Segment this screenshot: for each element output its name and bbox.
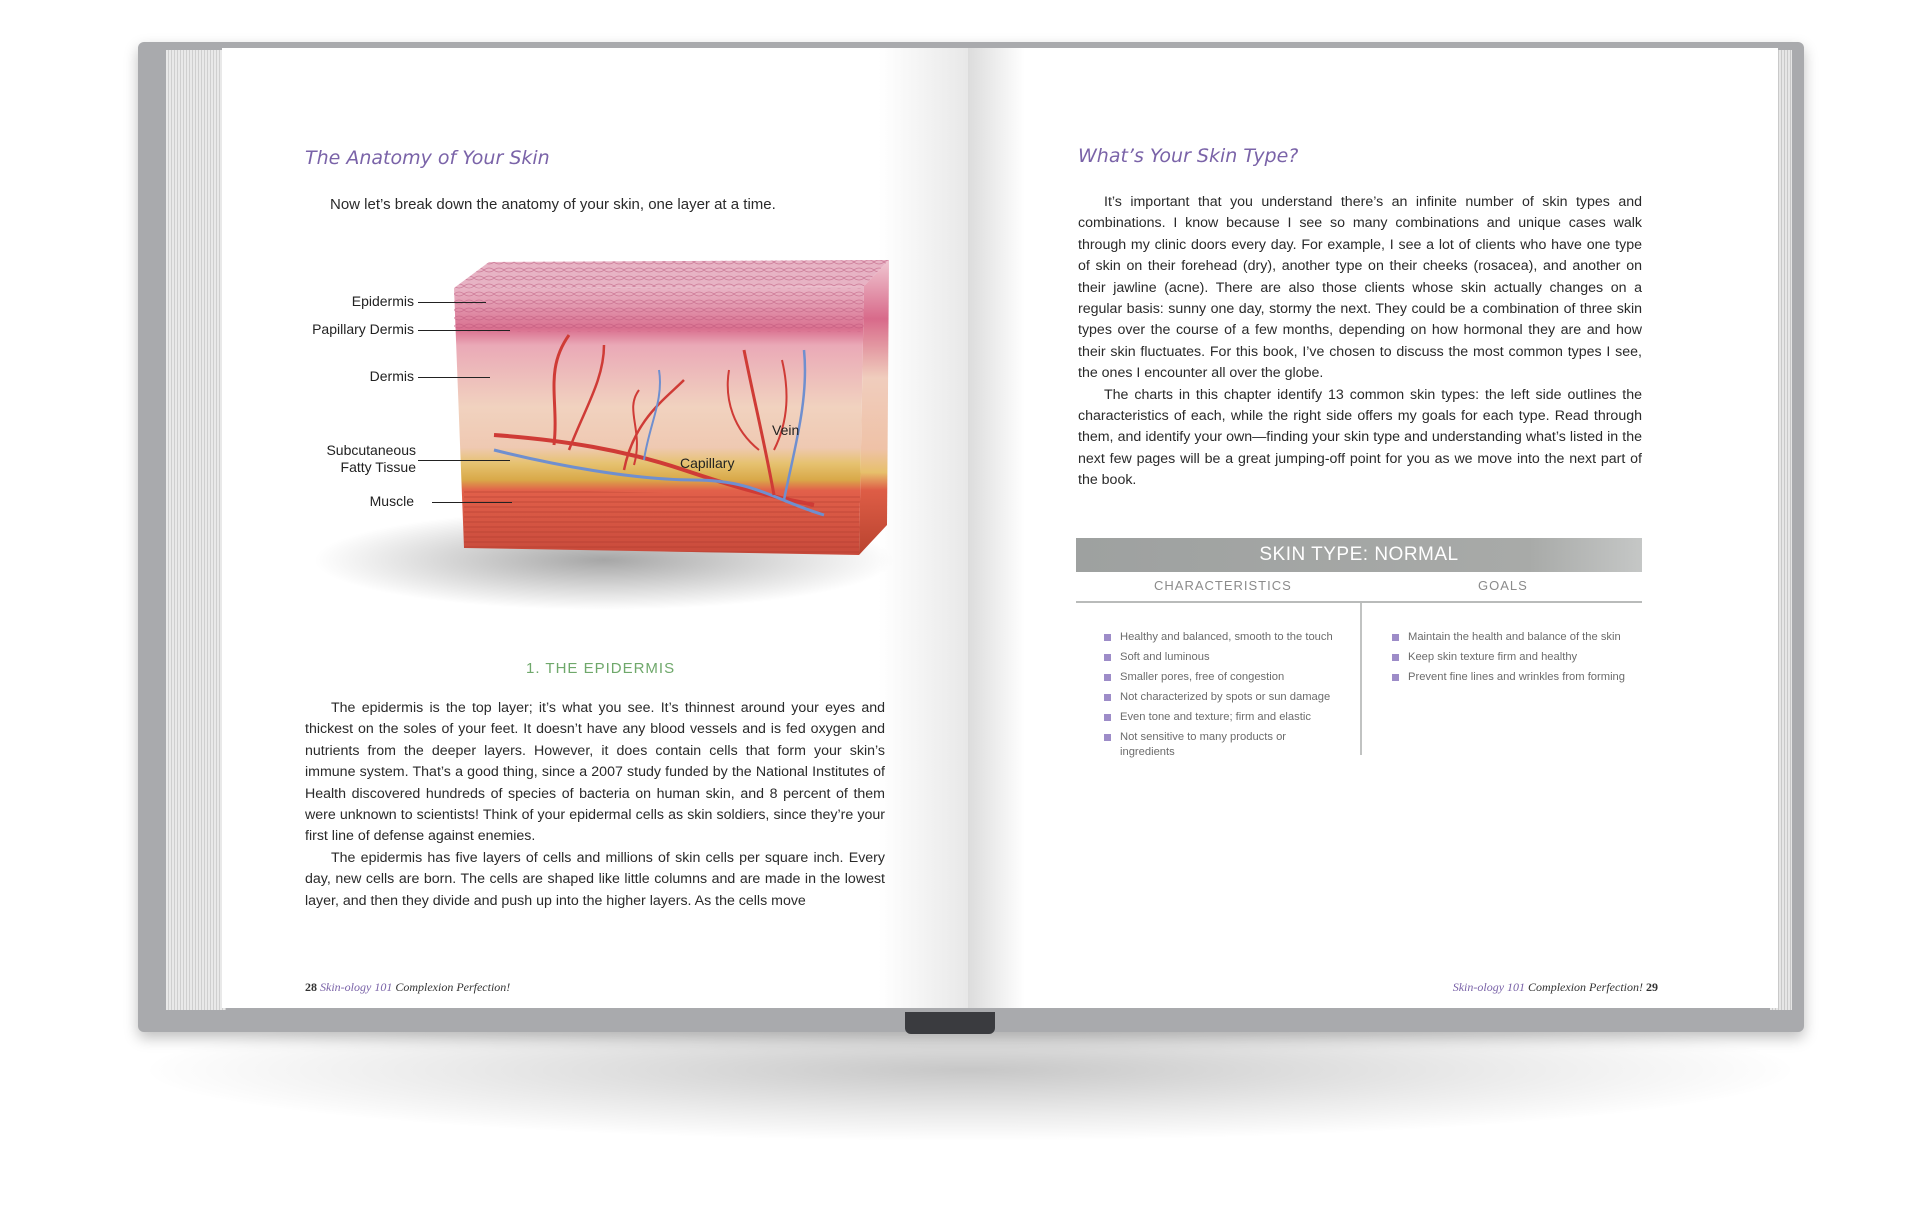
label-epidermis: Epidermis xyxy=(351,293,414,309)
label-vein: Vein xyxy=(772,422,800,438)
paragraph: The epidermis has five layers of cells and millions of skin cells per square inch. Every day, new cells are born. The cells are shaped like little columns and are made in the lowest layer, and then they divide and push up into the higher layers. As the cells move xyxy=(305,849,885,909)
intro-text: Now let’s break down the anatomy of your skin, one layer at a time. xyxy=(330,196,776,213)
label-papillary-dermis: Papillary Dermis xyxy=(312,321,414,337)
page-heading: What’s Your Skin Type? xyxy=(1078,145,1299,167)
list-item xyxy=(1104,710,1354,725)
bullet-icon xyxy=(1392,634,1399,641)
list-item xyxy=(1104,690,1354,705)
goals-header: GOALS xyxy=(1478,578,1528,593)
book-title: Skin-ology 101 xyxy=(1452,980,1526,994)
bullet-icon xyxy=(1392,654,1399,661)
list-item-text: Prevent fine lines and wrinkles from forming xyxy=(1408,671,1626,683)
column-divider xyxy=(1360,603,1362,755)
list-item xyxy=(1104,670,1354,685)
characteristics-header: CHARACTERISTICS xyxy=(1154,578,1292,593)
book-spine xyxy=(905,1012,995,1034)
page-folio xyxy=(1438,980,1658,995)
list-item xyxy=(1392,630,1652,645)
label-subcutaneous-fatty-tissue xyxy=(284,442,416,476)
body-text xyxy=(305,698,885,912)
leader-line xyxy=(418,302,486,303)
book-subtitle: Complexion Perfection! xyxy=(1528,980,1643,994)
leader-line xyxy=(418,377,490,378)
list-item-text: Even tone and texture; firm and elastic xyxy=(1120,711,1311,723)
label-capillary: Capillary xyxy=(680,455,735,471)
bullet-icon xyxy=(1104,634,1111,641)
skin-anatomy-diagram xyxy=(304,250,914,610)
page-number: 29 xyxy=(1646,980,1658,994)
page-folio xyxy=(305,980,510,995)
list-item-text: Maintain the health and balance of the skin xyxy=(1408,631,1621,643)
bullet-icon xyxy=(1104,714,1111,721)
right-page xyxy=(968,48,1778,1008)
label-dermis: Dermis xyxy=(369,368,414,384)
bullet-icon xyxy=(1104,734,1111,741)
list-item xyxy=(1392,650,1652,665)
leader-line xyxy=(418,460,510,461)
table-divider xyxy=(1076,601,1642,603)
goals-list xyxy=(1392,630,1652,690)
list-item xyxy=(1104,650,1354,665)
paragraph: The epidermis is the top layer; it’s what you see. It’s thinnest around your eyes and thickest on the soles of your feet. It doesn’t have any blood vessels and is fed oxygen and nutrients from the deeper layers. However, it does contain cells that form your skin’s immune system. That’s a good thing, since a 2007 study funded by the National Institutes of Health discovered hundreds of species of bacteria on human skin, and 8 percent of them were unknown to scientists! Think of your epidermal cells as skin soldiers, since they’re your first line of defense against enemies. xyxy=(305,700,885,845)
book-subtitle: Complexion Perfection! xyxy=(395,980,511,994)
characteristics-list xyxy=(1104,630,1354,765)
page-edges-left xyxy=(166,50,226,1010)
bullet-icon xyxy=(1392,674,1399,681)
list-item-text: Keep skin texture firm and healthy xyxy=(1408,651,1578,663)
page-number: 28 xyxy=(305,980,317,994)
list-item-text: Healthy and balanced, smooth to the touch xyxy=(1120,631,1333,643)
paragraph: The charts in this chapter identify 13 common skin types: the left side outlines the characteristics of each, while the right side offers my goals for each type. Read through them, and identify your own—finding your skin type and understanding what’s listed in the next few pages will be a great jumping-off point for you as we move into the next part of the book. xyxy=(1078,386,1642,489)
bullet-icon xyxy=(1104,654,1111,661)
bullet-icon xyxy=(1104,694,1111,701)
list-item xyxy=(1104,730,1320,760)
label-line: Fatty Tissue xyxy=(340,459,416,475)
list-item-text: Soft and luminous xyxy=(1120,651,1210,663)
list-item-text: Not sensitive to many products or ingredients xyxy=(1120,731,1287,758)
label-muscle: Muscle xyxy=(369,493,414,509)
page-heading: The Anatomy of Your Skin xyxy=(305,147,550,169)
skin-type-title: SKIN TYPE: NORMAL xyxy=(1076,538,1642,572)
bullet-icon xyxy=(1104,674,1111,681)
book-title: Skin-ology 101 xyxy=(320,980,393,994)
list-item-text: Not characterized by spots or sun damage xyxy=(1120,691,1331,703)
list-item xyxy=(1392,670,1652,685)
leader-line xyxy=(432,502,512,503)
list-item-text: Smaller pores, free of congestion xyxy=(1120,671,1285,683)
section-heading: 1. THE EPIDERMIS xyxy=(526,660,676,677)
list-item xyxy=(1104,630,1354,645)
label-line: Subcutaneous xyxy=(326,442,416,458)
paragraph: It’s important that you understand there’s an infinite number of skin types and combinations. I know because I see so many combinations and unique cases walk through my clinic doors every day. For example, I see a lot of clients who have one type of skin on their forehead (dry), another type on their cheeks (rosacea), and another on their jawline (acne). There are also those clients whose skin actually changes on a regular basis: sunny one day, stormy the next. They could be a combination of three skin types over the course of a few months, depending on how hormonal they are and how their skin fluctuates. For this book, I’ve chosen to discuss the most common types I see, the ones I encounter all over the globe. xyxy=(1078,194,1642,382)
body-text xyxy=(1078,192,1642,492)
leader-line xyxy=(418,330,510,331)
